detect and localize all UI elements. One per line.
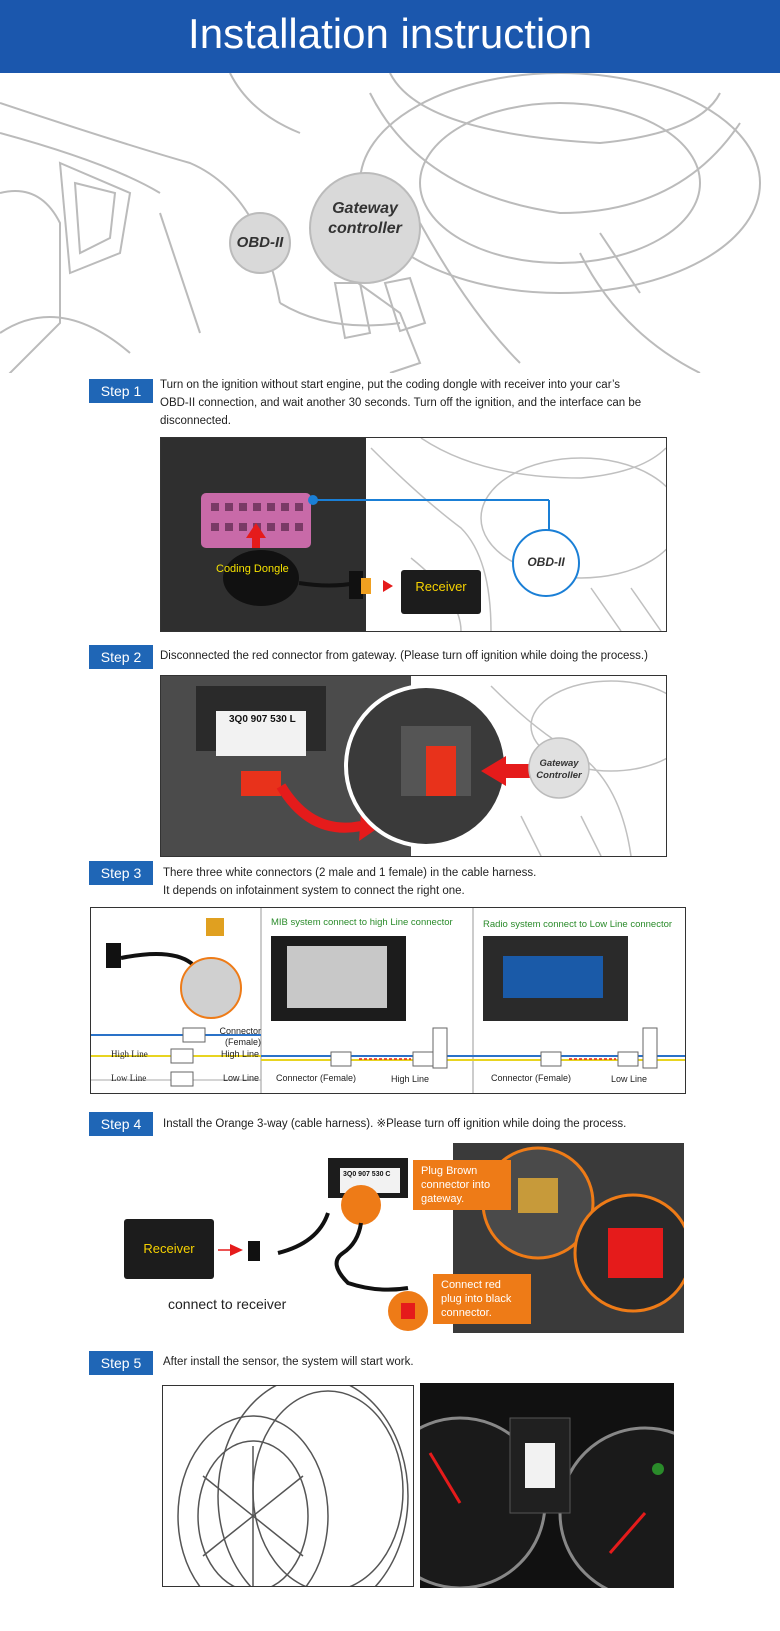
obd-callout-label: OBD-II bbox=[527, 555, 565, 569]
dashboard-cluster-photo bbox=[420, 1383, 674, 1588]
step-1-diagram bbox=[161, 438, 666, 631]
receiver-label: Receiver bbox=[415, 579, 467, 594]
step-2-panel bbox=[160, 675, 667, 857]
step-3-badge: Step 3 bbox=[89, 861, 153, 885]
gateway-controller-callout: Gateway Controller bbox=[536, 758, 582, 781]
connect-to-receiver-label: connect to receiver bbox=[168, 1296, 287, 1312]
high-line-label: High Line bbox=[220, 1049, 259, 1059]
connector-female-label: Connector (Female) bbox=[219, 1026, 261, 1047]
radio-connector-female-label: Connector (Female) bbox=[491, 1073, 572, 1083]
step-1-panel bbox=[160, 437, 667, 632]
step-4-text: Install the Orange 3-way (cable harness). ※Please turn off ignition while doing the process. bbox=[163, 1118, 627, 1130]
step-1-badge: Step 1 bbox=[89, 379, 153, 403]
step-5-badge: Step 5 bbox=[89, 1351, 153, 1375]
step-2-badge: Step 2 bbox=[89, 645, 153, 669]
step-2-text: Disconnected the red connector from gateway. (Please turn off ignition while doing the process.) bbox=[160, 650, 648, 662]
step-3-text: There three white connectors (2 male and 1 female) in the cable harness. bbox=[163, 867, 537, 879]
mib-connector-female-label: Connector (Female) bbox=[276, 1073, 357, 1083]
obd-label: OBD-II bbox=[236, 234, 284, 251]
low-line-tag: Low Line bbox=[111, 1073, 147, 1083]
step-4-badge: Step 4 bbox=[89, 1112, 153, 1136]
receiver-device: Receiver bbox=[124, 1219, 214, 1279]
radio-caption: Radio system connect to Low Line connector bbox=[483, 919, 673, 930]
gateway-controller-label: Gateway controller bbox=[328, 200, 402, 237]
tire-illustration bbox=[162, 1385, 414, 1587]
note-plug-brown: Plug Brown connector into gateway. bbox=[413, 1160, 511, 1210]
mib-caption: MIB system connect to high Line connector bbox=[271, 917, 453, 928]
step-3-diagram bbox=[91, 908, 685, 1093]
step-2-diagram bbox=[161, 676, 666, 856]
cluster-drawing bbox=[420, 1383, 674, 1588]
step-4-panel bbox=[118, 1143, 684, 1333]
radio-low-line-label: Low Line bbox=[611, 1074, 648, 1084]
coding-dongle-label: Coding Dongle bbox=[216, 563, 289, 575]
step-1-text: Turn on the ignition without start engine, put the coding dongle with receiver into your car’s OBD-II connection, and wait another 30 seconds. Turn off the ignition, and the interface can be disconnected. bbox=[160, 379, 642, 427]
gateway-part-number-4: 3Q0 907 530 C bbox=[343, 1171, 391, 1178]
high-line-tag: High Line bbox=[111, 1049, 148, 1059]
note-connect-red: Connect red plug into black connector. bbox=[433, 1274, 531, 1324]
step-3-text-2: It depends on infotainment system to connect the right one. bbox=[163, 885, 465, 897]
step-5-text: After install the sensor, the system will start work. bbox=[163, 1356, 414, 1368]
page-title: Installation instruction bbox=[188, 10, 592, 57]
wheel-drawing bbox=[163, 1386, 413, 1586]
step-3-panel bbox=[90, 907, 686, 1094]
low-line-label: Low Line bbox=[222, 1073, 259, 1083]
mib-high-line-label: High Line bbox=[391, 1074, 430, 1084]
gateway-part-number: 3Q0 907 530 L bbox=[229, 714, 296, 725]
